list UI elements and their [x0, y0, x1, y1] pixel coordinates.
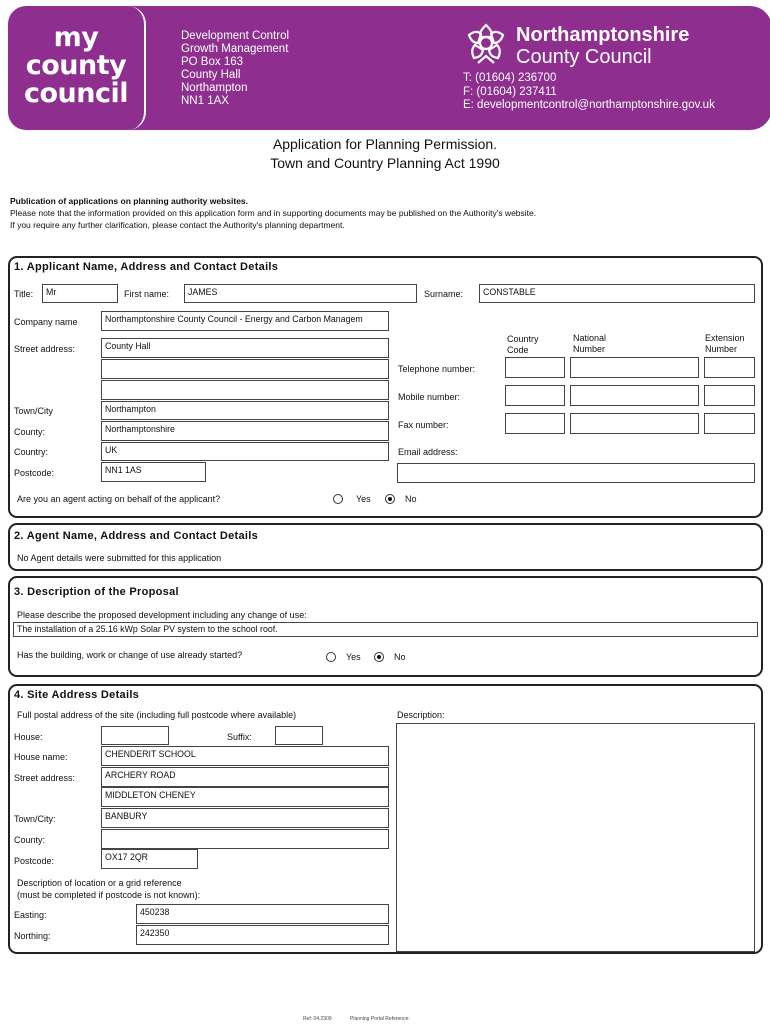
header-extension-number: Extension Number — [705, 333, 745, 354]
label-surname: Surname: — [424, 289, 464, 299]
mobile-extension-field[interactable] — [704, 385, 755, 406]
applicant-street-field-3[interactable] — [101, 380, 389, 400]
started-no-label: No — [394, 652, 406, 662]
council-contact — [463, 72, 715, 113]
label-site-street: Street address: — [14, 773, 76, 783]
tudor-rose-icon — [460, 22, 512, 68]
applicant-street-field-2[interactable] — [101, 359, 389, 379]
started-yes-radio[interactable] — [326, 652, 336, 662]
site-street-field-1[interactable]: ARCHERY ROAD — [101, 767, 389, 787]
address-line: County Hall — [181, 69, 241, 81]
fax-number-field[interactable] — [570, 413, 699, 434]
label-title: Title: — [14, 289, 34, 299]
applicant-company-field[interactable]: Northamptonshire County Council - Energy and Carbon Managem — [101, 311, 389, 331]
fax-extension-field[interactable] — [704, 413, 755, 434]
site-street-field-2[interactable]: MIDDLETON CHENEY — [101, 787, 389, 807]
publication-notice-heading: Publication of applications on planning authority websites. — [10, 196, 249, 206]
label-country: Country: — [14, 447, 49, 457]
label-town: Town/City — [14, 406, 54, 416]
proposal-prompt: Please describe the proposed development including any change of use: — [17, 610, 307, 620]
applicant-country-field[interactable]: UK — [101, 442, 389, 461]
site-description-field[interactable] — [396, 723, 755, 952]
site-suffix-field[interactable] — [275, 726, 323, 745]
section-1-title: 1. Applicant Name, Address and Contact Details — [14, 261, 279, 273]
footer-portal-reference: Planning Portal Reference: — [350, 1016, 410, 1022]
label-northing: Northing: — [14, 931, 51, 941]
agent-yes-radio[interactable] — [333, 494, 343, 504]
label-county: County: — [14, 427, 46, 437]
label-first-name: First name: — [124, 289, 170, 299]
agent-question: Are you an agent acting on behalf of the applicant? — [17, 494, 221, 504]
council-name-line2: County Council — [516, 46, 652, 68]
label-postcode: Postcode: — [14, 468, 55, 478]
site-house-field[interactable] — [101, 726, 169, 745]
applicant-email-field[interactable] — [397, 463, 755, 483]
applicant-surname-field[interactable]: CONSTABLE — [479, 284, 755, 303]
applicant-title-field[interactable]: Mr — [42, 284, 118, 303]
form-title: Application for Planning Permission. — [272, 136, 498, 152]
footer-ref: Ref: 04.2309 — [303, 1016, 332, 1022]
applicant-first-name-field[interactable]: JAMES — [184, 284, 417, 303]
dept-address — [181, 30, 289, 108]
telephone-country-code-field[interactable] — [505, 357, 565, 378]
logo-line-3: council — [23, 78, 128, 109]
agent-no-radio[interactable] — [385, 494, 395, 504]
location-label-line2: (must be completed if postcode is not known): — [17, 890, 201, 900]
label-easting: Easting: — [14, 910, 47, 920]
label-site-county: County: — [14, 835, 46, 845]
address-line: Northampton — [181, 82, 248, 94]
label-mobile: Mobile number: — [398, 392, 461, 402]
publication-notice-line2: If you require any further clarification, please contact the Authority's planning department. — [10, 220, 345, 230]
address-line: Growth Management — [181, 43, 289, 55]
site-house-name-field[interactable]: CHENDERIT SCHOOL — [101, 746, 389, 766]
mobile-country-code-field[interactable] — [505, 385, 565, 406]
label-company: Company name — [14, 317, 78, 327]
applicant-town-field[interactable]: Northampton — [101, 401, 389, 420]
header-national-number: National Number — [573, 333, 607, 354]
logo-line-2: county — [25, 50, 127, 81]
started-question: Has the building, work or change of use already started? — [17, 650, 243, 660]
logo-line-1: my — [53, 22, 99, 53]
easting-field[interactable]: 450238 — [136, 904, 389, 924]
header-country-code: Country Code — [507, 334, 539, 355]
section-3-title: 3. Description of the Proposal — [14, 586, 179, 598]
council-name-line1: Northamptonshire — [516, 24, 690, 46]
label-street: Street address: — [14, 344, 76, 354]
agent-yes-label: Yes — [356, 494, 371, 504]
applicant-postcode-field[interactable]: NN1 1AS — [101, 462, 206, 482]
publication-notice-line1: Please note that the information provided on this application form and in supporting documents may be published on the Authority's website. — [10, 208, 537, 218]
section-2-title: 2. Agent Name, Address and Contact Details — [14, 530, 259, 542]
proposal-description-field[interactable]: The installation of a 25.16 kWp Solar PV system to the school roof. — [13, 622, 758, 637]
no-agent-text: No Agent details were submitted for this application — [17, 553, 222, 563]
contact-phone: T: (01604) 236700 — [463, 72, 557, 84]
site-county-field[interactable] — [101, 829, 389, 849]
label-email: Email address: — [398, 447, 458, 457]
site-postcode-field[interactable]: OX17 2QR — [101, 849, 198, 869]
applicant-street-field-1[interactable]: County Hall — [101, 338, 389, 358]
address-line: Development Control — [181, 30, 290, 42]
location-label-line1: Description of location or a grid reference — [17, 878, 182, 888]
address-line: PO Box 163 — [181, 56, 244, 68]
started-yes-label: Yes — [346, 652, 361, 662]
address-line: NN1 1AX — [181, 95, 229, 107]
section-4-title: 4. Site Address Details — [14, 689, 140, 701]
contact-email: E: developmentcontrol@northamptonshire.gov.uk — [463, 99, 715, 111]
site-description-label: Description: — [397, 710, 445, 720]
my-county-council-logo — [8, 6, 146, 130]
label-site-postcode: Postcode: — [14, 856, 55, 866]
label-fax: Fax number: — [398, 420, 449, 430]
label-telephone: Telephone number: — [398, 364, 476, 374]
fax-country-code-field[interactable] — [505, 413, 565, 434]
label-site-house: House: — [14, 732, 43, 742]
agent-no-label: No — [405, 494, 417, 504]
label-site-town: Town/City: — [14, 814, 56, 824]
label-site-suffix: Suffix: — [227, 732, 252, 742]
contact-fax: F: (01604) 237411 — [463, 85, 557, 98]
telephone-extension-field[interactable] — [704, 357, 755, 378]
mobile-number-field[interactable] — [570, 385, 699, 406]
telephone-number-field[interactable] — [570, 357, 699, 378]
site-town-field[interactable]: BANBURY — [101, 808, 389, 828]
started-no-radio[interactable] — [374, 652, 384, 662]
form-subtitle: Town and Country Planning Act 1990 — [270, 155, 500, 171]
applicant-county-field[interactable]: Northamptonshire — [101, 421, 389, 441]
northing-field[interactable]: 242350 — [136, 925, 389, 945]
site-address-prompt: Full postal address of the site (including full postcode where available) — [17, 710, 297, 720]
label-site-house-name: House name: — [14, 752, 68, 762]
